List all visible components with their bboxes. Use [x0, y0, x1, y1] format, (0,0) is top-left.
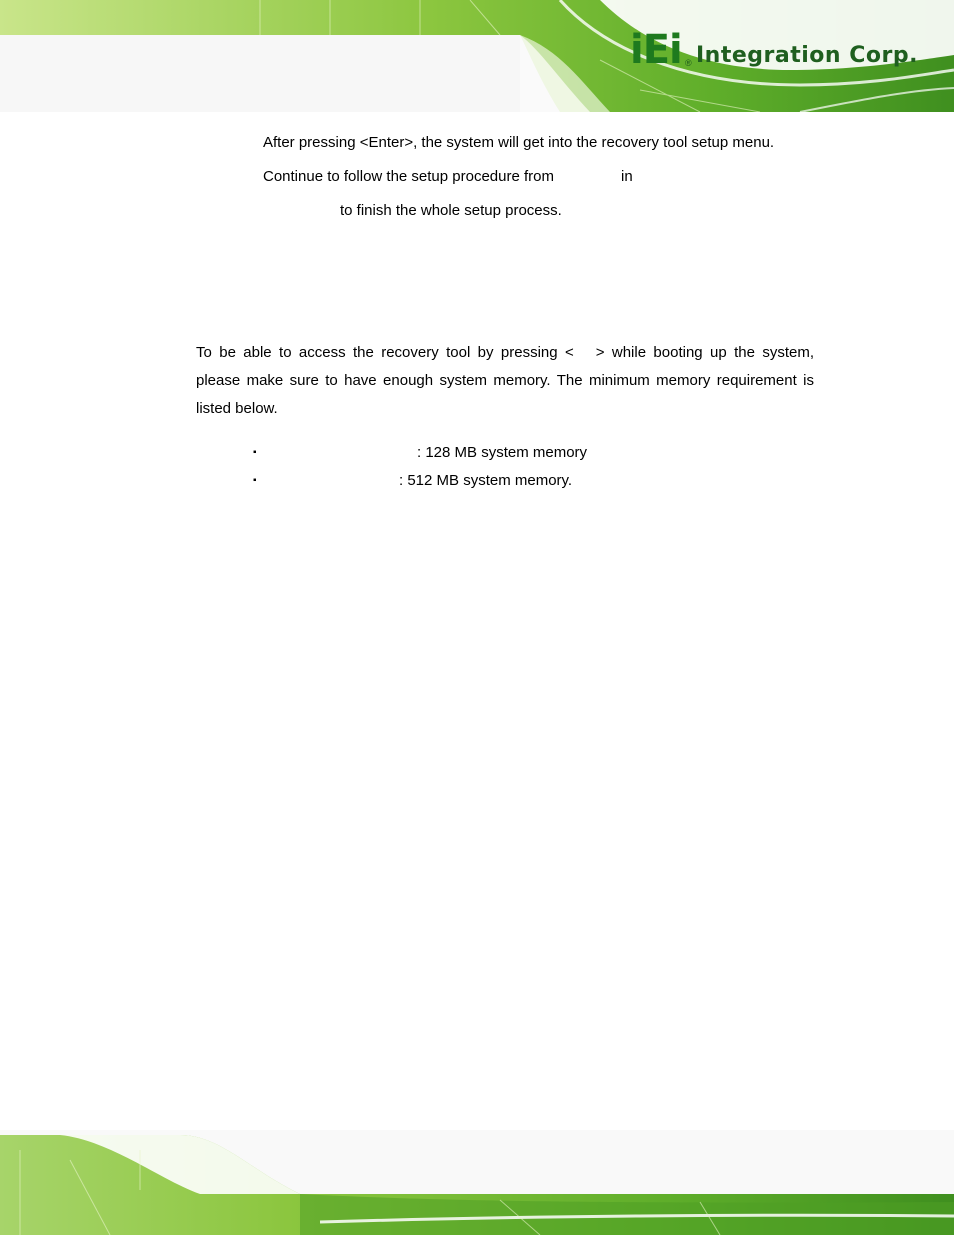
memory-requirement-paragraph [196, 339, 814, 423]
requirement-item-1: : 128 MB system memory [417, 444, 588, 461]
paragraph-text-end: > while booting up the system, please make sure to have enough system memory. The minimum memory requirement is listed below. [196, 344, 814, 417]
logo-text: Integration Corp. [696, 43, 918, 68]
paragraph-text-start: To be able to access the recovery tool by pressing < [196, 344, 574, 361]
logo-mark: iEi [630, 27, 682, 73]
registered-mark: ® [685, 58, 692, 68]
bullet-2: ▪ [253, 475, 257, 486]
requirement-item-2: : 512 MB system memory. [399, 472, 573, 489]
step-line-3: to finish the whole setup process. [340, 202, 562, 219]
step-line-2-end: in [621, 168, 633, 185]
bullet-1: ▪ [253, 447, 257, 458]
step-line-2-start: Continue to follow the setup procedure from [263, 168, 554, 185]
footer-banner [0, 1130, 954, 1235]
company-logo [630, 28, 920, 76]
step-line-1: After pressing <Enter>, the system will get into the recovery tool setup menu. [263, 134, 775, 151]
